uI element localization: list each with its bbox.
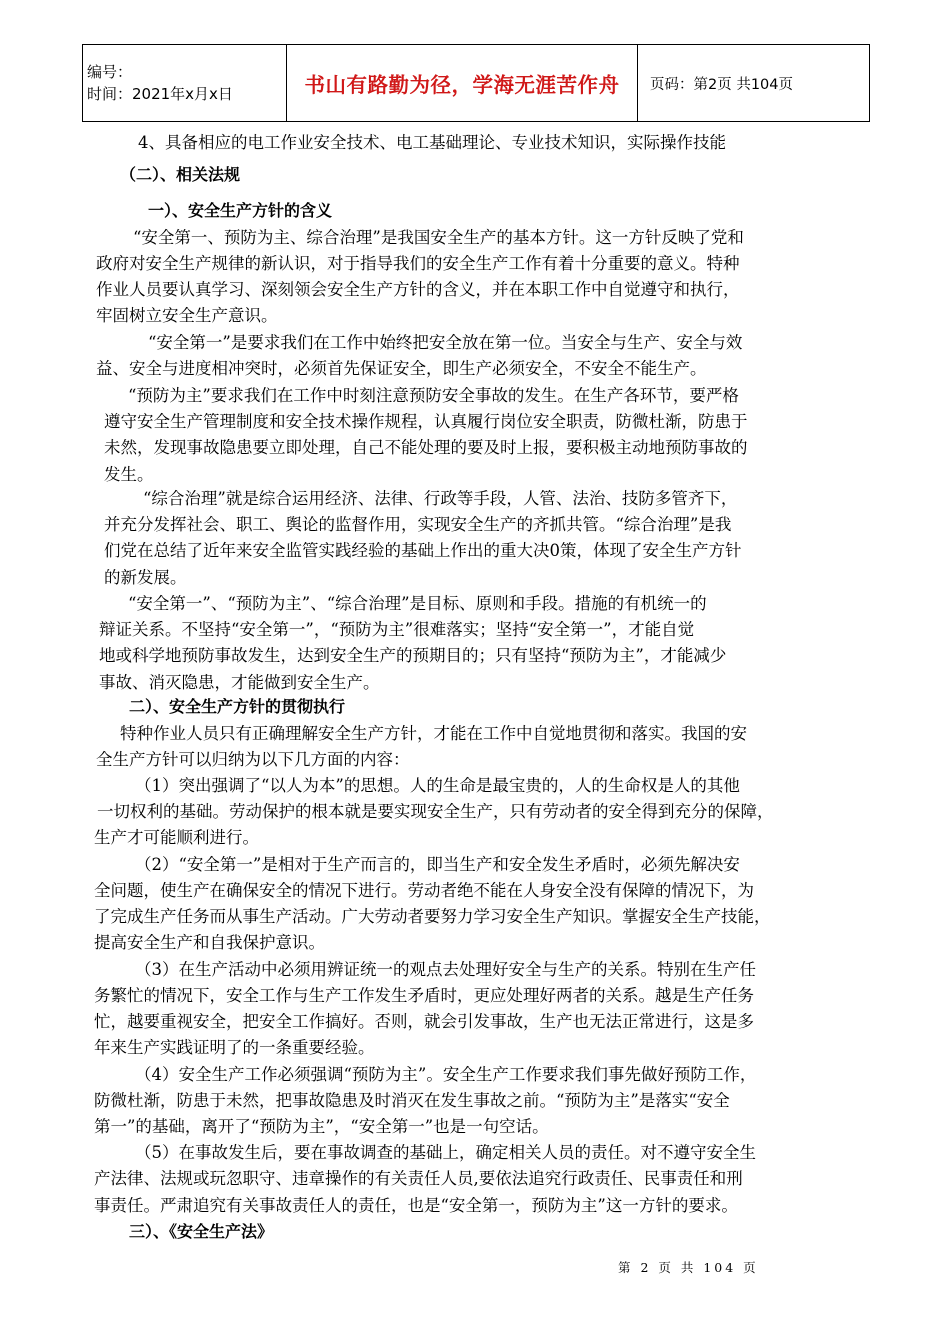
paragraph-line: “安全第一”、“预防为主”、“综合治理”是目标、原则和手段。措施的有机统一的 [128,594,707,613]
page-footer: 第 2 页 共 104 页 [618,1260,759,1275]
paragraph-line: 事责任。严肃追究有关事故责任人的责任，也是“安全第一，预防为主”这一方针的要求。 [94,1196,738,1215]
section-heading: 二）、安全生产方针的贯彻执行 [129,697,346,716]
paragraph-line: （3）在生产活动中必须用辨证统一的观点去处理好安全与生产的关系。特别在生产任 [135,960,756,979]
paragraph-line: 忙，越要重视安全，把安全工作搞好。否则，就会引发事故，生产也无法正常进行，这是多 [94,1012,754,1031]
paragraph-line: 的新发展。 [104,568,187,587]
paragraph-line: “安全第一”是要求我们在工作中始终把安全放在第一位。当安全与生产、安全与效 [148,333,743,352]
header-page-info: 页码：第2页 共104页 [638,45,870,122]
section-heading: 三）、《安全生产法》 [129,1222,274,1241]
paragraph-line: 未然，发现事故隐患要立即处理，自己不能处理的要及时上报，要积极主动地预防事故的 [104,438,748,457]
section-heading: 一）、安全生产方针的含义 [148,201,333,220]
paragraph-line: 一切权利的基础。劳动保护的根本就是要实现安全生产，只有劳动者的安全得到充分的保障， [97,802,774,821]
paragraph-line: “预防为主”要求我们在工作中时刻注意预防安全事故的发生。在生产各环节，要严格 [128,386,739,405]
paragraph-line: 政府对安全生产规律的新认识，对于指导我们的安全生产工作有着十分重要的意义。特种 [96,254,740,273]
paragraph-line: 了完成生产任务而从事生产活动。广大劳动者要努力学习安全生产知识。掌握安全生产技能， [94,907,771,926]
paragraph-line: （4）安全生产工作必须强调“预防为主”。安全生产工作要求我们事先做好预防工作， [135,1065,757,1084]
paragraph-line: “安全第一、预防为主、综合治理”是我国安全生产的基本方针。这一方针反映了党和 [133,228,744,247]
paragraph-line: 事故、消灭隐患，才能做到安全生产。 [99,673,380,692]
paragraph-line: 产法律、法规或玩忽职守、违章操作的有关责任人员,要依法追究行政责任、民事责任和刑 [94,1169,743,1188]
paragraph-line: “综合治理”就是综合运用经济、法律、行政等手段，人管、法治、技防多管齐下， [143,489,738,508]
paragraph-line: 防微杜渐，防患于未然，把事故隐患及时消灭在发生事故之前。“预防为主”是落实“安全 [94,1091,730,1110]
paragraph-line: 作业人员要认真学习、深刻领会安全生产方针的含义，并在本职工作中自觉遵守和执行， [96,280,740,299]
paragraph-line: 年来生产实践证明了的一条重要经验。 [94,1038,375,1057]
paragraph-line: 4、具备相应的电工作业安全技术、电工基础理论、专业技术知识，实际操作技能 [138,133,726,152]
paragraph-line: 牢固树立安全生产意识。 [96,306,278,325]
paragraph-line: 提高安全生产和自我保护意识。 [94,933,325,952]
header-table [82,44,870,122]
paragraph-line: 辩证关系。不坚持“安全第一”，“预防为主”很难落实；坚持“安全第一”，才能自觉 [99,620,695,639]
paragraph-line: 务繁忙的情况下，安全工作与生产工作发生矛盾时，更应处理好两者的关系。越是生产任务 [94,986,754,1005]
paragraph-line: 全生产方针可以归纳为以下几方面的内容： [96,750,410,769]
document-time-label: 时间：2021年x月x日 [87,85,233,103]
paragraph-line: （1）突出强调了“以人为本”的思想。人的生命是最宝贵的，人的生命权是人的其他 [135,776,740,795]
header-motto: 书山有路勤为径，学海无涯苦作舟 [287,45,638,122]
header-meta [83,45,287,122]
paragraph-line: 第一”的基础，离开了“预防为主”，“安全第一”也是一句空话。 [94,1117,549,1136]
paragraph-line: 们党在总结了近年来安全监管实践经验的基础上作出的重大决0策，体现了安全生产方针 [104,541,742,560]
paragraph-line: 地或科学地预防事故发生，达到安全生产的预期目的；只有坚持“预防为主”，才能减少 [99,646,727,665]
paragraph-line: 并充分发挥社会、职工、舆论的监督作用，实现安全生产的齐抓共管。“综合治理”是我 [104,515,732,534]
paragraph-line: 特种作业人员只有正确理解安全生产方针，才能在工作中自觉地贯彻和落实。我国的安 [120,724,747,743]
paragraph-line: 发生。 [104,465,154,484]
section-heading: （二）、相关法规 [120,165,241,184]
paragraph-line: 全问题，使生产在确保安全的情况下进行。劳动者绝不能在人身安全没有保障的情况下，为 [94,881,754,900]
paragraph-line: （5）在事故发生后，要在事故调查的基础上，确定相关人员的责任。对不遵守安全生 [135,1143,756,1162]
paragraph-line: 遵守安全生产管理制度和安全技术操作规程，认真履行岗位安全职责，防微杜渐，防患于 [104,412,748,431]
paragraph-line: 生产才可能顺利进行。 [94,828,259,847]
document-number-label: 编号： [87,63,133,81]
paragraph-line: （2）“安全第一”是相对于生产而言的，即当生产和安全发生矛盾时，必须先解决安 [135,855,740,874]
paragraph-line: 益、安全与进度相冲突时，必须首先保证安全，即生产必须安全，不安全不能生产。 [96,359,707,378]
